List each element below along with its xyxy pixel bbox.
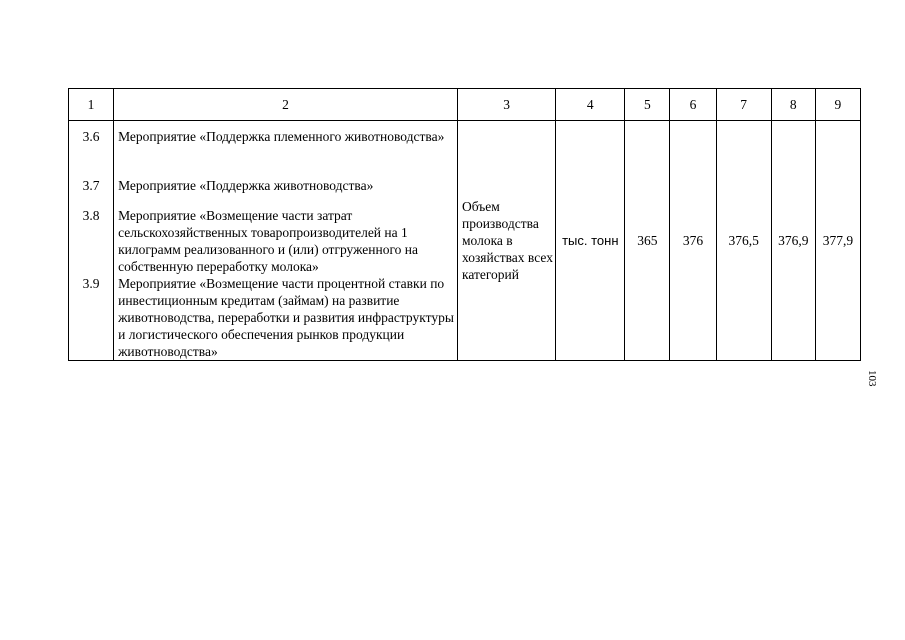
unit-cell: тыс. тонн [556, 121, 625, 361]
value-col-6: 376 [670, 121, 716, 361]
header-col-6: 6 [670, 89, 716, 121]
value-col-9: 377,9 [815, 121, 860, 361]
table-row [69, 121, 861, 361]
header-col-7: 7 [716, 89, 771, 121]
event-name: Мероприятие «Возмещение части затрат сельскохозяйственных товаропроизводителей на 1 килограмм реализованного и (или) отгруженного на собственную переработку молока» [118, 208, 419, 274]
item-number: 3.7 [82, 178, 100, 193]
event-name: Мероприятие «Поддержка животноводства» [118, 178, 374, 193]
page-number: 103 [866, 370, 878, 387]
table-header [69, 89, 861, 121]
event-name-cell [114, 121, 458, 361]
header-col-9: 9 [815, 89, 860, 121]
item-number: 3.9 [82, 276, 100, 291]
header-col-1: 1 [69, 89, 114, 121]
event-name: Мероприятие «Поддержка племенного животноводства» [118, 129, 445, 144]
table-body [69, 121, 861, 361]
header-col-3: 3 [457, 89, 555, 121]
value-col-5: 365 [625, 121, 670, 361]
indicator-cell: Объем производства молока в хозяйствах всех категорий [457, 121, 555, 361]
header-row [69, 89, 861, 121]
item-number: 3.6 [82, 129, 100, 144]
item-number-cell [69, 121, 114, 361]
header-col-4: 4 [556, 89, 625, 121]
header-col-8: 8 [771, 89, 815, 121]
value-col-7: 376,5 [716, 121, 771, 361]
value-col-8: 376,9 [771, 121, 815, 361]
measures-table [68, 88, 861, 361]
event-name: Мероприятие «Возмещение части процентной ставки по инвестиционным кредитам (займам) на развитие животноводства, переработки и развития инфраструктуры и логистического обеспечения рынков продукции животноводства» [118, 276, 454, 359]
header-col-2: 2 [114, 89, 458, 121]
item-number: 3.8 [82, 208, 100, 223]
header-col-5: 5 [625, 89, 670, 121]
